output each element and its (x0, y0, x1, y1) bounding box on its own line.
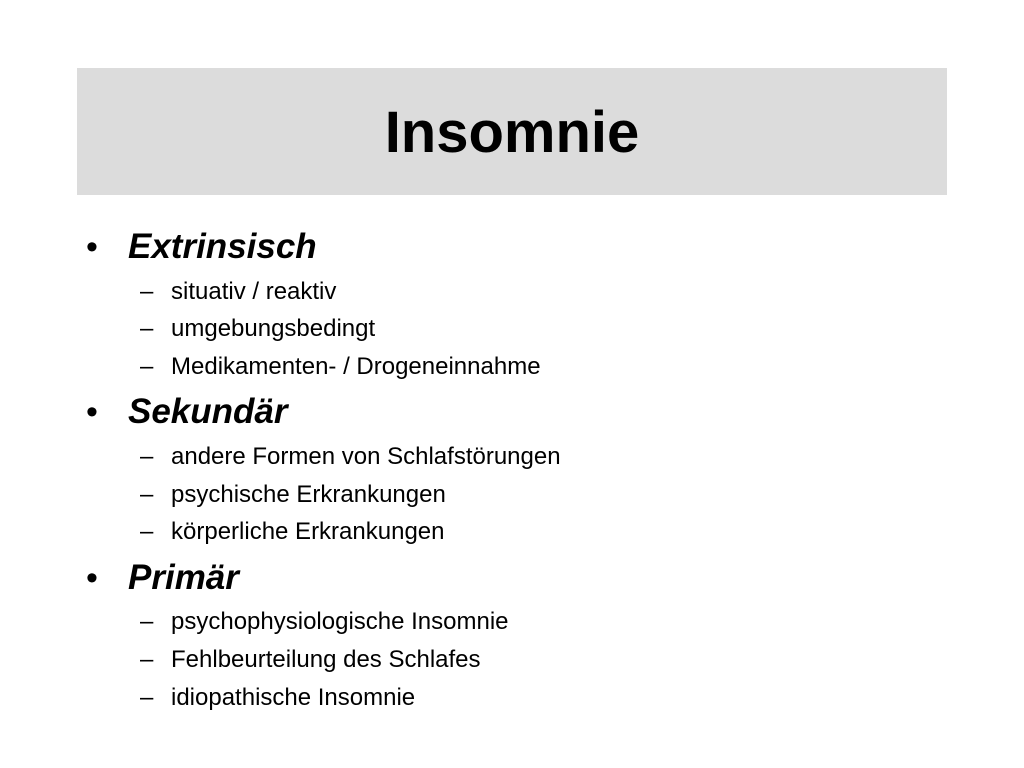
list-item-text: andere Formen von Schlafstörungen (171, 443, 561, 470)
section-heading: Extrinsisch (128, 227, 317, 266)
section-extrinsisch (0, 225, 1024, 269)
bullet-icon: • (86, 393, 98, 431)
section-heading: Sekundär (128, 392, 288, 431)
list-item-text: Fehlbeurteilung des Schlafes (171, 646, 481, 673)
list-item-text: körperliche Erkrankungen (171, 518, 445, 545)
list-item-text: Medikamenten- / Drogeneinnahme (171, 353, 541, 380)
dash-icon: – (140, 518, 154, 545)
list-item (0, 277, 1024, 307)
list-item (0, 683, 1024, 713)
section-heading: Primär (128, 558, 239, 597)
list-item (0, 352, 1024, 382)
list-item-text: psychische Erkrankungen (171, 481, 446, 508)
list-item (0, 645, 1024, 675)
dash-icon: – (140, 443, 154, 470)
list-item-text: idiopathische Insomnie (171, 684, 416, 711)
list-item-text: psychophysiologische Insomnie (171, 608, 509, 635)
bullet-icon: • (86, 228, 98, 266)
list-item (0, 480, 1024, 510)
section-primaer (0, 556, 1024, 600)
slide-title: Insomnie (384, 99, 640, 165)
dash-icon: – (140, 608, 154, 635)
bullet-icon: • (86, 559, 98, 597)
dash-icon: – (140, 646, 154, 673)
list-item (0, 314, 1024, 344)
list-item (0, 442, 1024, 472)
dash-icon: – (140, 481, 154, 508)
dash-icon: – (140, 315, 154, 342)
dash-icon: – (140, 278, 154, 305)
list-item-text: situativ / reaktiv (171, 278, 337, 305)
section-sekundaer (0, 390, 1024, 434)
dash-icon: – (140, 353, 154, 380)
list-item (0, 517, 1024, 547)
list-item (0, 607, 1024, 637)
list-item-text: umgebungsbedingt (171, 315, 376, 342)
dash-icon: – (140, 684, 154, 711)
